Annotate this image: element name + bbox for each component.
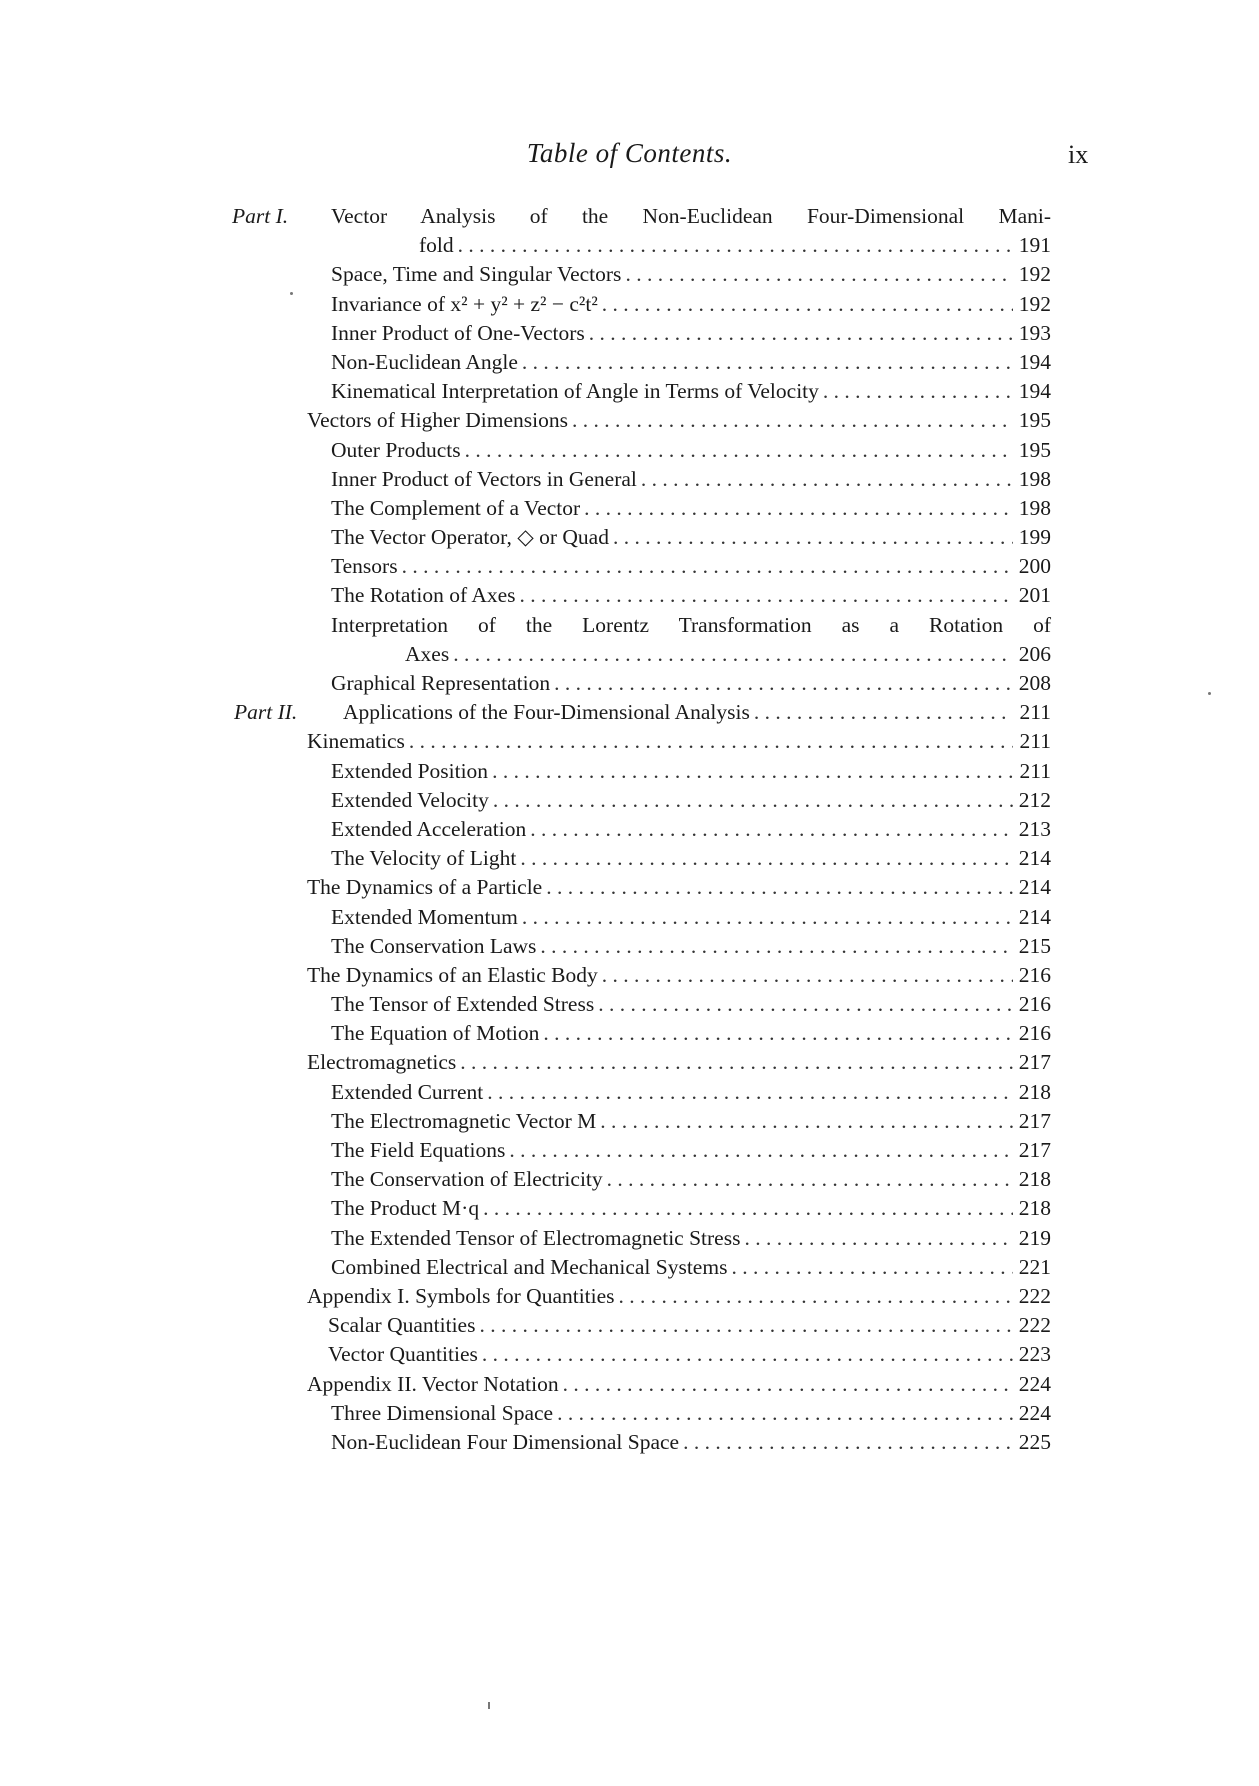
dot-leader [641, 465, 1013, 494]
toc-row [0, 581, 1259, 610]
toc-row [0, 727, 1259, 756]
dot-leader [492, 757, 1013, 786]
toc-page-number: 212 [1018, 787, 1051, 812]
toc-entry-title: Vector Analysis of the Non-Euclidean Four-Dimensional Mani- [331, 204, 1051, 228]
toc-entry[interactable] [331, 494, 1051, 523]
dot-leader [607, 1165, 1013, 1194]
toc-row [0, 1048, 1259, 1077]
dot-leader [557, 1399, 1013, 1428]
dot-leader [522, 903, 1013, 932]
toc-row [0, 260, 1259, 289]
toc-entry[interactable] [331, 465, 1051, 494]
toc-row [0, 1340, 1259, 1369]
dot-leader [554, 669, 1013, 698]
toc-row [0, 611, 1259, 640]
toc-page-number: 193 [1018, 320, 1051, 345]
toc-page-number: 219 [1018, 1225, 1051, 1250]
toc-entry[interactable] [331, 815, 1051, 844]
dot-leader [482, 1340, 1013, 1369]
toc-row [0, 1253, 1259, 1282]
toc-entry-title: Three Dimensional Space [331, 1400, 554, 1425]
toc-entry-title: Applications of the Four-Dimensional Analysis [343, 700, 750, 725]
toc-page-number: 213 [1018, 816, 1051, 841]
dot-leader [479, 1311, 1013, 1340]
toc-entry-title: The Electromagnetic Vector M [331, 1108, 597, 1133]
toc-entry[interactable] [331, 844, 1051, 873]
dot-leader [520, 581, 1013, 610]
toc-page-number: 192 [1018, 291, 1051, 316]
toc-row [0, 669, 1259, 698]
toc-page-number: 208 [1018, 671, 1051, 695]
toc-entry-title: The Velocity of Light [331, 846, 517, 871]
toc-row [0, 698, 1259, 727]
toc-entry-title: The Dynamics of a Particle [307, 875, 543, 900]
toc-entry[interactable] [331, 903, 1051, 932]
toc-entry[interactable] [307, 727, 1051, 756]
dot-leader [683, 1428, 1013, 1457]
toc-entry-title: Outer Products [331, 437, 461, 462]
toc-entry[interactable] [331, 1107, 1051, 1136]
dot-leader [584, 494, 1013, 523]
toc-entry[interactable] [343, 698, 1051, 727]
toc-entry[interactable] [331, 990, 1051, 1019]
toc-page-number: 198 [1018, 466, 1051, 491]
toc-entry-title: Interpretation of the Lorentz Transformation as a Rotation of [331, 612, 1051, 637]
toc-page-number: 218 [1018, 1079, 1051, 1104]
toc-entry-title: The Rotation of Axes [331, 583, 516, 608]
part-label: Part II. [234, 700, 298, 725]
toc-entry[interactable] [331, 757, 1051, 786]
toc-row [0, 494, 1259, 523]
toc-entry-title: Extended Position [331, 758, 489, 783]
dot-leader [744, 1224, 1013, 1253]
toc-page-number: 215 [1018, 933, 1051, 958]
toc-row [0, 873, 1259, 902]
dot-leader [572, 406, 1013, 435]
toc-page-number: 191 [1018, 233, 1051, 258]
toc-row [0, 903, 1259, 932]
scan-speck [488, 1702, 490, 1709]
toc-page-number: 195 [1018, 437, 1051, 462]
toc-page-number: 216 [1018, 992, 1051, 1017]
dot-leader [522, 348, 1013, 377]
dot-leader [543, 1019, 1013, 1048]
toc-row [0, 844, 1259, 873]
dot-leader [465, 436, 1013, 465]
toc-page-number: 201 [1018, 583, 1051, 608]
toc-entry[interactable] [331, 523, 1051, 552]
toc-row [0, 640, 1259, 669]
dot-leader [458, 231, 1013, 260]
toc-page-number: 217 [1018, 1108, 1051, 1133]
toc-page-number: 225 [1018, 1429, 1051, 1454]
toc-entry[interactable] [331, 669, 1051, 698]
toc-page-number: 195 [1018, 408, 1051, 433]
toc-entry[interactable] [307, 1048, 1051, 1077]
toc-page-number: 218 [1018, 1196, 1051, 1221]
dot-leader [563, 1370, 1013, 1399]
toc-entry-title: Extended Acceleration [331, 816, 527, 841]
dot-leader [402, 552, 1013, 581]
toc-page-number: 214 [1018, 875, 1051, 900]
toc-row [0, 1107, 1259, 1136]
toc-entry-title: Tensors [331, 554, 398, 579]
toc-entry-title: Appendix I. Symbols for Quantities [307, 1283, 615, 1308]
toc-page-number: 200 [1018, 554, 1051, 579]
toc-entry-title: Vector Quantities [328, 1342, 478, 1367]
dot-leader [483, 1194, 1013, 1223]
toc-entry[interactable] [419, 231, 1051, 260]
dot-leader [754, 698, 1013, 727]
dot-leader [546, 873, 1013, 902]
toc-row [0, 1136, 1259, 1165]
toc-row [0, 290, 1259, 319]
toc-entry[interactable] [331, 1428, 1051, 1457]
dot-leader [598, 990, 1013, 1019]
toc-entry[interactable] [331, 377, 1051, 406]
toc-row [0, 1282, 1259, 1311]
toc-entry[interactable] [331, 290, 1051, 319]
toc-entry-title: The Equation of Motion [331, 1021, 540, 1046]
part-label: Part I. [232, 204, 289, 228]
toc-entry-title: The Complement of a Vector [331, 495, 581, 520]
toc-entry[interactable] [331, 786, 1051, 815]
toc-row [0, 1019, 1259, 1048]
toc-entry-title: Electromagnetics [307, 1050, 457, 1075]
toc-page-number: 214 [1018, 846, 1051, 871]
toc-row [0, 1428, 1259, 1457]
toc-entry[interactable] [331, 202, 1051, 231]
toc-entry[interactable] [331, 436, 1051, 465]
toc-row [0, 990, 1259, 1019]
dot-leader [509, 1136, 1013, 1165]
toc-page-number: 224 [1018, 1371, 1051, 1396]
toc-page-number: 216 [1018, 1021, 1051, 1046]
toc-entry-title: Scalar Quantities [328, 1313, 476, 1338]
dot-leader [530, 815, 1013, 844]
toc-row [0, 202, 1259, 231]
dot-leader [625, 260, 1013, 289]
toc-entry-title: The Tensor of Extended Stress [331, 992, 595, 1017]
scan-speck [1208, 692, 1211, 695]
toc-row [0, 786, 1259, 815]
dot-leader [602, 961, 1013, 990]
toc-row [0, 1399, 1259, 1428]
toc-entry[interactable] [307, 961, 1051, 990]
dot-leader [520, 844, 1013, 873]
toc-row [0, 231, 1259, 260]
toc-row [0, 406, 1259, 435]
toc-page-number: 221 [1018, 1254, 1051, 1279]
toc-entry[interactable] [307, 1370, 1051, 1399]
toc-entry-title: Invariance of x² + y² + z² − c²t² [331, 291, 598, 316]
toc-entry-title: Inner Product of Vectors in General [331, 466, 637, 491]
dot-leader [493, 786, 1013, 815]
dot-leader [602, 290, 1013, 319]
toc-row [0, 815, 1259, 844]
toc-entry-title: Non-Euclidean Four Dimensional Space [331, 1429, 680, 1454]
toc-page-number: 216 [1018, 962, 1051, 987]
toc-entry-title: The Product M·q [331, 1196, 480, 1221]
toc-page-number: 211 [1019, 729, 1051, 754]
toc-entry[interactable] [331, 1194, 1051, 1223]
toc-entry[interactable] [331, 348, 1051, 377]
toc-entry[interactable] [331, 1136, 1051, 1165]
toc-page-number: 223 [1018, 1342, 1051, 1367]
dot-leader [600, 1107, 1013, 1136]
dot-leader [460, 1048, 1013, 1077]
toc-entry[interactable] [331, 1224, 1051, 1253]
toc-entry[interactable] [307, 873, 1051, 902]
dot-leader [619, 1282, 1013, 1311]
toc-entry[interactable] [331, 552, 1051, 581]
toc-entry-title: Appendix II. Vector Notation [307, 1371, 559, 1396]
toc-row [0, 319, 1259, 348]
toc-entry-title: The Conservation of Electricity [331, 1167, 603, 1192]
toc-entry-title: Vectors of Higher Dimensions [307, 408, 568, 433]
toc-page-number: 194 [1018, 379, 1051, 404]
toc-entry[interactable] [331, 1078, 1051, 1107]
toc-row [0, 436, 1259, 465]
toc-entry[interactable] [405, 640, 1051, 669]
toc-page-number: 218 [1018, 1167, 1051, 1192]
toc-row [0, 465, 1259, 494]
toc-page-number: 224 [1018, 1400, 1051, 1425]
toc-row [0, 348, 1259, 377]
toc-row [0, 1224, 1259, 1253]
toc-entry-title: The Extended Tensor of Electromagnetic Stress [331, 1225, 741, 1250]
toc-row [0, 1311, 1259, 1340]
toc-row [0, 1194, 1259, 1223]
toc-entry-title: Non-Euclidean Angle [331, 349, 518, 374]
toc-entry-title: fold [419, 233, 454, 258]
toc-entry[interactable] [328, 1340, 1051, 1369]
toc-entry-title: Space, Time and Singular Vectors [331, 262, 622, 287]
toc-page-number: 222 [1018, 1313, 1051, 1338]
toc-entry-title: Extended Momentum [331, 904, 518, 929]
toc-row [0, 552, 1259, 581]
dot-leader [823, 377, 1013, 406]
scan-speck [290, 292, 293, 295]
toc-page-number: 192 [1018, 262, 1051, 287]
toc-page-number: 211 [1019, 700, 1051, 725]
toc-row [0, 757, 1259, 786]
toc-row [0, 1165, 1259, 1194]
toc-page-number: 217 [1018, 1050, 1051, 1075]
toc-row [0, 377, 1259, 406]
dot-leader [613, 523, 1013, 552]
toc-entry[interactable] [331, 319, 1051, 348]
toc-entry[interactable] [331, 1399, 1051, 1428]
toc-page-number: 198 [1018, 495, 1051, 520]
toc-entry[interactable] [331, 611, 1051, 640]
toc-entry[interactable] [331, 1019, 1051, 1048]
toc-entry-title: Extended Velocity [331, 787, 489, 812]
toc-page-number: 217 [1018, 1138, 1051, 1162]
dot-leader [453, 640, 1013, 669]
toc-entry[interactable] [331, 932, 1051, 961]
toc-entry-title: The Dynamics of an Elastic Body [307, 962, 598, 987]
toc-entry[interactable] [331, 1165, 1051, 1194]
toc-row [0, 932, 1259, 961]
dot-leader [487, 1078, 1013, 1107]
toc-entry-title: Extended Current [331, 1079, 484, 1104]
toc-entry-title: Combined Electrical and Mechanical Systems [331, 1254, 728, 1279]
toc-entry[interactable] [331, 260, 1051, 289]
toc-page-number: 211 [1019, 758, 1051, 783]
toc-page-number: 214 [1018, 904, 1051, 929]
toc-entry-title: Kinematics [307, 729, 405, 754]
toc-entry-title: The Conservation Laws [331, 933, 537, 958]
table-of-contents [0, 202, 1259, 1457]
toc-entry-title: Axes [405, 641, 450, 666]
toc-page-number: 222 [1018, 1283, 1051, 1308]
toc-entry[interactable] [328, 1311, 1051, 1340]
toc-entry-title: Graphical Representation [331, 671, 551, 695]
toc-entry-title: Inner Product of One-Vectors [331, 320, 585, 345]
toc-entry-title: The Vector Operator, ◇ or Quad [331, 525, 609, 550]
toc-page-number: 194 [1018, 349, 1051, 374]
toc-page-number: 199 [1018, 525, 1051, 550]
dot-leader [731, 1253, 1013, 1282]
dot-leader [540, 932, 1013, 961]
toc-row [0, 1078, 1259, 1107]
toc-entry-title: The Field Equations [331, 1138, 506, 1162]
toc-page-number: 206 [1018, 641, 1051, 666]
toc-entry[interactable] [307, 406, 1051, 435]
page-header-title: Table of Contents. [526, 138, 733, 168]
toc-entry[interactable] [307, 1282, 1051, 1311]
dot-leader [589, 319, 1013, 348]
toc-entry-title: Kinematical Interpretation of Angle in Terms of Velocity [331, 379, 819, 404]
toc-entry[interactable] [331, 1253, 1051, 1282]
page-number: ix [1068, 140, 1089, 169]
toc-row [0, 523, 1259, 552]
toc-row [0, 961, 1259, 990]
toc-entry[interactable] [331, 581, 1051, 610]
toc-row [0, 1370, 1259, 1399]
dot-leader [409, 727, 1013, 756]
